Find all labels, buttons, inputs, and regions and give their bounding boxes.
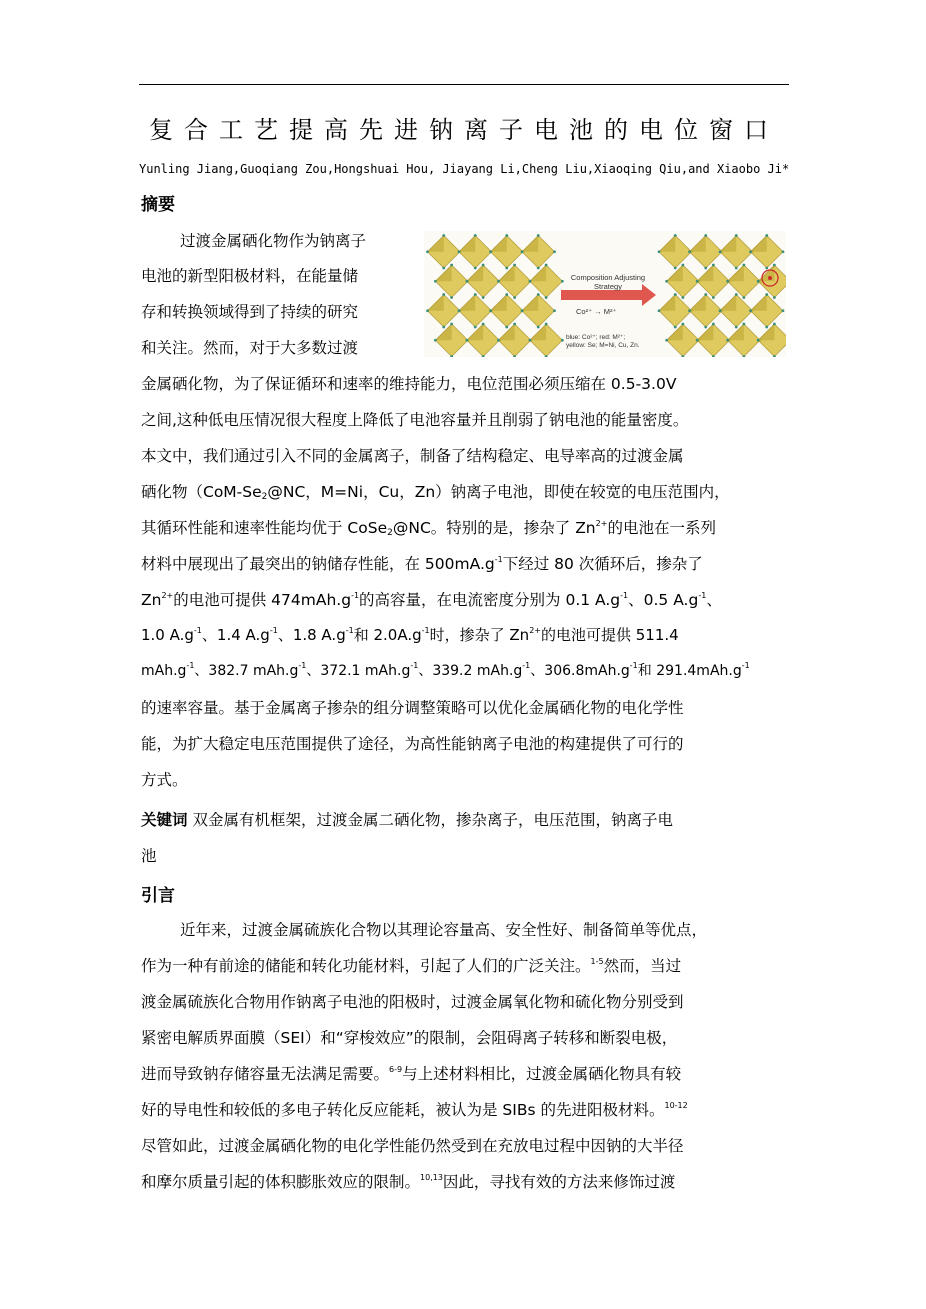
- lattice-atom: [482, 296, 485, 299]
- lattice-atom: [489, 250, 492, 253]
- abstract-line: 过渡金属硒化物作为钠离子: [180, 232, 367, 250]
- lattice-atom: [742, 323, 745, 326]
- author-list: Yunling Jiang,Guoqiang Zou,Hongshuai Hou, Jiayang Li,Cheng Liu,Xiaoqing Qiu,and Xiaobo Ji*: [139, 162, 790, 176]
- lattice-atom: [505, 267, 508, 270]
- lattice-atom: [466, 280, 469, 283]
- abstract-heading: 摘要: [141, 195, 175, 215]
- abstract-line: 之间,这种低电压情况很大程度上降低了电池容量并且削弱了钠电池的能量密度。: [141, 411, 689, 429]
- abstract-line: 本文中，我们通过引入不同的金属离子，制备了结构稳定、电导率高的过渡金属: [141, 447, 684, 465]
- lattice-atom: [426, 309, 429, 312]
- lattice-atom: [450, 323, 453, 326]
- abstract-line: 电池的新型阳极材料，在能量储: [141, 267, 359, 285]
- lattice-atom: [719, 309, 722, 312]
- lattice-atom: [513, 323, 516, 326]
- abstract-line: 其循环性能和速率性能均优于 CoSe$_2$@NC。特别的是，掺杂了 $Zn^{2+}$的电池在一系列: [141, 519, 716, 538]
- lattice-atom: [474, 234, 477, 237]
- crystal-structure-right: [658, 234, 786, 357]
- abstract-line: 能，为扩大稳定电压范围提供了途径，为高性能钠离子电池的构建提供了可行的: [141, 735, 684, 753]
- abstract-line: 硒化物（$CoM-Se_2@NC$，M=Ni，Cu，Zn）钠离子电池，即使在较宽的电压范围内，: [141, 483, 730, 502]
- lattice-atom: [749, 309, 752, 312]
- lattice-atom: [704, 293, 707, 296]
- keywords-line: 池: [141, 847, 157, 865]
- lattice-atom: [513, 296, 516, 299]
- abstract-line: 和关注。然而，对于大多数过渡: [141, 339, 359, 357]
- lattice-atom: [735, 234, 738, 237]
- lattice-atom: [719, 250, 722, 253]
- intro-line: 进而导致钠存储容量无法满足需要。$^{6-9}$与上述材料相比，过渡金属硒化物具有较: [141, 1065, 682, 1083]
- lattice-atom: [545, 323, 548, 326]
- lattice-atom: [712, 323, 715, 326]
- intro-line: 紧密电解质界面膜（SEI）和“穿梭效应”的限制，会阻碍离子转移和断裂电极，: [141, 1029, 678, 1047]
- lattice-atom: [704, 267, 707, 270]
- figure-arrow-label: Composition Adjusting Strategy: [570, 273, 646, 291]
- lattice-atom: [434, 339, 437, 342]
- lattice-atom: [773, 296, 776, 299]
- lattice-atom: [674, 267, 677, 270]
- doped-atom: [768, 276, 772, 280]
- lattice-atom: [696, 339, 699, 342]
- intro-line: 和摩尔质量引起的体积膨胀效应的限制。$^{10,13}$因此，寻找有效的方法来修饰过渡: [141, 1173, 676, 1191]
- lattice-atom: [735, 267, 738, 270]
- lattice-atom: [521, 250, 524, 253]
- lattice-atom: [688, 309, 691, 312]
- lattice-atom: [537, 267, 540, 270]
- lattice-atom: [442, 267, 445, 270]
- lattice-atom: [505, 234, 508, 237]
- figure-arrow-formula: Co²⁺ → M²⁺: [576, 307, 617, 316]
- lattice-atom: [742, 296, 745, 299]
- lattice-atom: [537, 326, 540, 329]
- lattice-atom: [450, 264, 453, 267]
- intro-heading: 引言: [141, 886, 175, 906]
- top-rule: [139, 84, 789, 85]
- lattice-atom: [489, 309, 492, 312]
- figure-legend: blue: Co²⁺; red: M²⁺; yellow: Se; M=Ni, Cu, Zn.: [566, 334, 640, 349]
- lattice-atom: [537, 234, 540, 237]
- lattice-atom: [482, 264, 485, 267]
- lattice-atom: [529, 280, 532, 283]
- abstract-line: 金属硒化物，为了保证循环和速率的维持能力，电位范围必须压缩在 0.5-3.0V: [141, 375, 677, 393]
- lattice-atom: [765, 234, 768, 237]
- lattice-atom: [665, 339, 668, 342]
- lattice-atom: [757, 339, 760, 342]
- lattice-atom: [742, 264, 745, 267]
- lattice-atom: [735, 293, 738, 296]
- lattice-atom: [658, 309, 661, 312]
- keywords-label: 关键词: [141, 811, 188, 829]
- lattice-atom: [505, 326, 508, 329]
- lattice-atom: [665, 280, 668, 283]
- lattice-atom: [442, 326, 445, 329]
- lattice-atom: [458, 309, 461, 312]
- lattice-atom: [466, 339, 469, 342]
- lattice-atom: [765, 293, 768, 296]
- lattice-atom: [704, 234, 707, 237]
- lattice-atom: [782, 250, 785, 253]
- lattice-atom: [773, 323, 776, 326]
- lattice-atom: [474, 326, 477, 329]
- lattice-atom: [704, 326, 707, 329]
- lattice-atom: [442, 234, 445, 237]
- lattice-atom: [537, 293, 540, 296]
- abstract-line: 方式。: [141, 771, 188, 789]
- lattice-atom: [458, 250, 461, 253]
- lattice-atom: [688, 250, 691, 253]
- lattice-atom: [474, 293, 477, 296]
- abstract-line: 1.0 $A.g^{-1}$、1.4 $A.g^{-1}$、1.8 $A.g^{-1}$和 $2.0A.g^{-1}$时，掺杂了 $Zn^{2+}$的电池可提供 511.4: [141, 626, 679, 644]
- abstract-line: 材料中展现出了最突出的钠储存性能，在 $500mA.g^{-1}$下经过 80 次循环后，掺杂了: [141, 555, 703, 573]
- lattice-atom: [450, 296, 453, 299]
- lattice-atom: [735, 326, 738, 329]
- lattice-atom: [553, 309, 556, 312]
- lattice-atom: [674, 293, 677, 296]
- lattice-atom: [773, 264, 776, 267]
- keywords-line: 关键词 双金属有机框架，过渡金属二硒化物，掺杂离子，电压范围，钠离子电: [141, 811, 673, 829]
- lattice-atom: [765, 267, 768, 270]
- lattice-atom: [712, 296, 715, 299]
- lattice-atom: [513, 264, 516, 267]
- lattice-atom: [497, 280, 500, 283]
- lattice-atom: [434, 280, 437, 283]
- crystal-structure-left: [426, 234, 564, 357]
- intro-line: 尽管如此，过渡金属硒化物的电化学性能仍然受到在充放电过程中因钠的大半径: [141, 1137, 684, 1155]
- abstract-line: 的速率容量。基于金属离子掺杂的组分调整策略可以优化金属硒化物的电化学性: [141, 699, 684, 717]
- lattice-atom: [749, 250, 752, 253]
- lattice-atom: [545, 264, 548, 267]
- paper-title: 复合工艺提高先进钠离子电池的电位窗口: [149, 116, 779, 144]
- lattice-atom: [681, 323, 684, 326]
- intro-line: 近年来，过渡金属硫族化合物以其理论容量高、安全性好、制备简单等优点，: [180, 921, 708, 939]
- lattice-atom: [726, 339, 729, 342]
- abstract-line: $Zn^{2+}$的电池可提供 $474mAh.g^{-1}$的高容量，在电流密度分别为 0.1 $A.g^{-1}$、0.5 $A.g^{-1}$、: [141, 591, 722, 609]
- lattice-atom: [681, 264, 684, 267]
- abstract-line: 存和转换领域得到了持续的研究: [141, 303, 359, 321]
- lattice-atom: [545, 296, 548, 299]
- lattice-atom: [757, 280, 760, 283]
- lattice-atom: [553, 250, 556, 253]
- lattice-atom: [474, 267, 477, 270]
- lattice-atom: [529, 339, 532, 342]
- lattice-atom: [505, 293, 508, 296]
- intro-line: 作为一种有前途的储能和转化功能材料，引起了人们的广泛关注。$^{1-5}$然而，当过: [141, 957, 682, 975]
- lattice-atom: [561, 339, 564, 342]
- intro-line: 好的导电性和较低的多电子转化反应能耗，被认为是 SIBs 的先进阳极材料。$^{10-12}$: [141, 1101, 688, 1119]
- graphical-abstract-figure: [424, 231, 786, 357]
- lattice-atom: [712, 264, 715, 267]
- lattice-atom: [658, 250, 661, 253]
- lattice-atom: [765, 326, 768, 329]
- lattice-atom: [726, 280, 729, 283]
- lattice-atom: [426, 250, 429, 253]
- lattice-atom: [521, 309, 524, 312]
- lattice-atom: [497, 339, 500, 342]
- lattice-atom: [696, 280, 699, 283]
- lattice-atom: [674, 326, 677, 329]
- lattice-atom: [442, 293, 445, 296]
- lattice-atom: [674, 234, 677, 237]
- lattice-atom: [482, 323, 485, 326]
- lattice-atom: [681, 296, 684, 299]
- intro-line: 渡金属硫族化合物用作钠离子电池的阳极时，过渡金属氧化物和硫化物分别受到: [141, 993, 684, 1011]
- abstract-line: $mAh.g^{-1}$、382.7 $mAh.g^{-1}$、372.1 $mAh.g^{-1}$、339.2 $mAh.g^{-1}$、$306.8mAh.g^{-1}$和 $291.4mAh.g^{-1}$: [141, 661, 750, 679]
- lattice-atom: [782, 309, 785, 312]
